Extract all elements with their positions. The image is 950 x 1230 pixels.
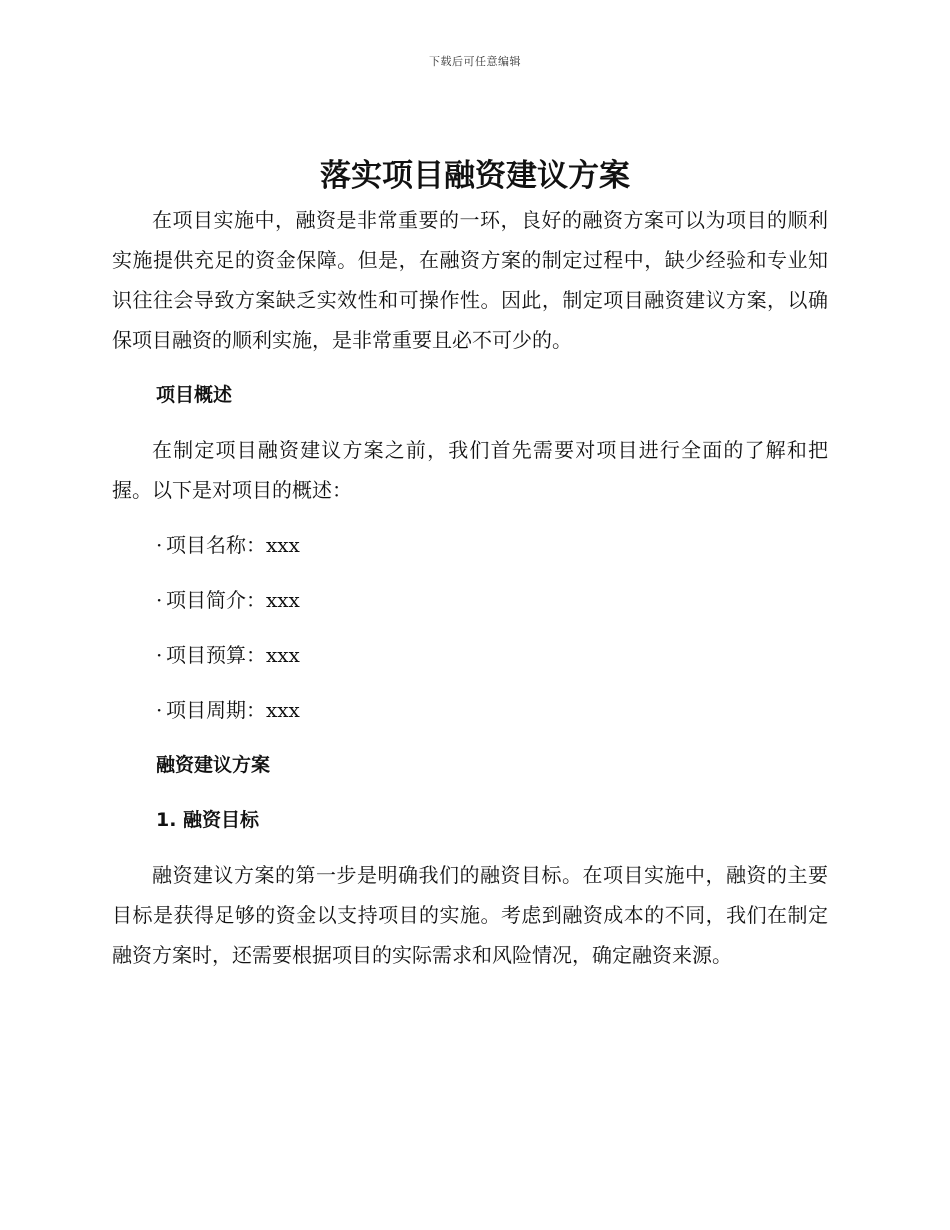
overview-paragraph: 在制定项目融资建议方案之前，我们首先需要对项目进行全面的了解和把握。以下是对项目的概述：	[112, 438, 828, 502]
bullet-icon: ·	[156, 643, 163, 667]
list-item	[112, 525, 828, 565]
page-header-note: 下载后可任意编辑	[429, 55, 521, 68]
section-heading-financing-plan: 融资建议方案	[156, 754, 271, 776]
bullet-icon: ·	[156, 533, 163, 557]
bullet-icon: ·	[156, 698, 163, 722]
list-item	[112, 580, 828, 620]
list-item	[112, 635, 828, 675]
subsection-heading-financing-goal: 1. 融资目标	[156, 809, 260, 831]
document-title: 落实项目融资建议方案	[320, 158, 630, 194]
list-item-text: 项目预算：xxx	[166, 643, 300, 667]
financing-goal-paragraph: 融资建议方案的第一步是明确我们的融资目标。在项目实施中，融资的主要目标是获得足够的资金以支持项目的实施。考虑到融资成本的不同，我们在制定融资方案时，还需要根据项目的实际需求和风险情况，确定融资来源。	[112, 863, 828, 967]
bullet-icon: ·	[156, 588, 163, 612]
document-body	[112, 200, 828, 975]
intro-paragraph: 在项目实施中，融资是非常重要的一环，良好的融资方案可以为项目的顺利实施提供充足的资金保障。但是，在融资方案的制定过程中，缺少经验和专业知识往往会导致方案缺乏实效性和可操作性。因此，制定项目融资建议方案，以确保项目融资的顺利实施，是非常重要且必不可少的。	[112, 208, 828, 352]
list-item-text: 项目简介：xxx	[166, 588, 300, 612]
section-heading-overview: 项目概述	[156, 384, 233, 406]
list-item-text: 项目名称：xxx	[166, 533, 300, 557]
list-item	[112, 690, 828, 730]
list-item-text: 项目周期：xxx	[166, 698, 300, 722]
